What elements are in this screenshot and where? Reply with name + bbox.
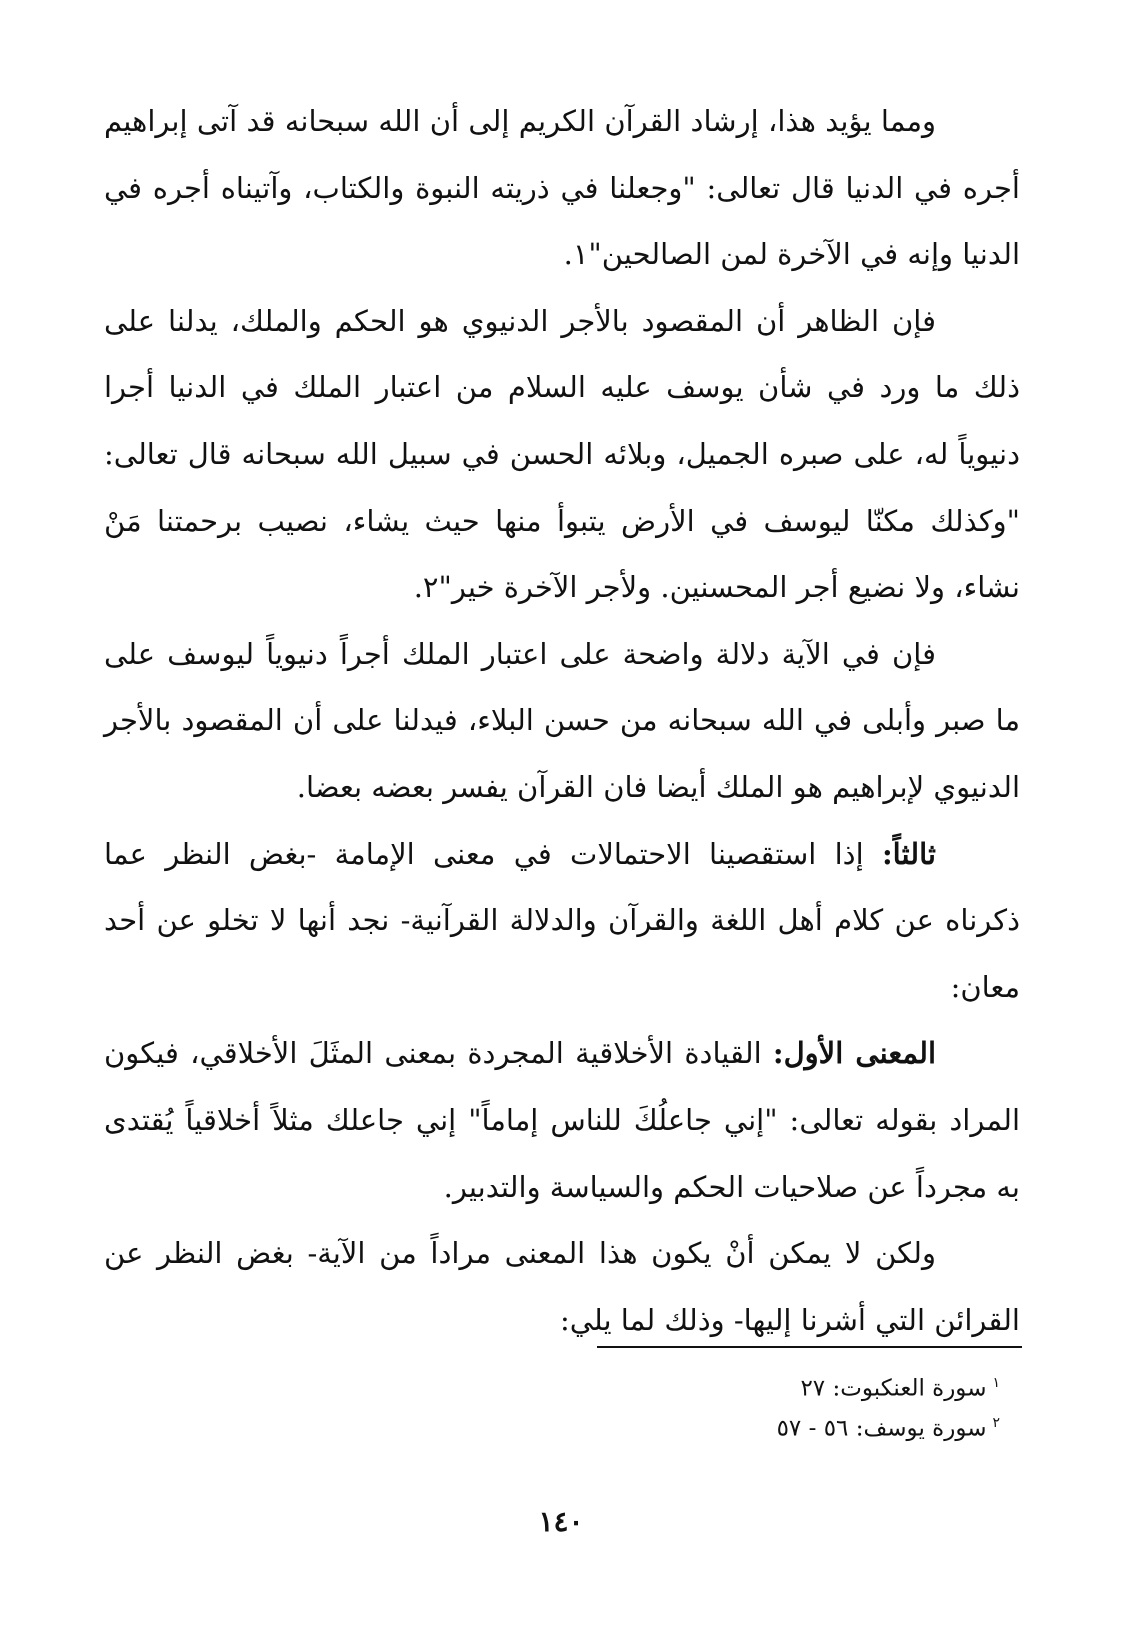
footnote-2-text: سورة يوسف: ٥٦ - ٥٧ (776, 1415, 987, 1442)
paragraph-5-heading: المعنى الأول: (772, 1036, 937, 1071)
paragraph-4 (104, 821, 1020, 1021)
paragraph-2-text: فإن الظاهر أن المقصود بالأجر الدنيوي هو الحكم والملك، يدلنا على ذلك ما ورد في شأن يوسف عليه السلام من اعتبار الملك في الدنيا أجرا دنيوياً له، على صبره الجميل، وبلائه الحسن في سبيل الله سبحانه قال تعالى: "وكذلك مكنّا ليوسف في الأرض يتبوأ منها حيث يشاء، نصيب برحمتنا مَنْ نشاء، ولا نضيع أجر المحسنين. ولأجر الآخرة خير"٢. (104, 303, 1020, 605)
footnote-2 (580, 1406, 1000, 1446)
paragraph-1 (104, 88, 1020, 288)
paragraph-4-text: إذا استقصينا الاحتمالات في معنى الإمامة -بغض النظر عما ذكرناه عن كلام أهل اللغة والقرآن والدلالة القرآنية- نجد أنها لا تخلو عن أحد معان: (104, 836, 1020, 1004)
paragraph-3-text: فإن في الآية دلالة واضحة على اعتبار الملك أجراً دنيوياً ليوسف على ما صبر وأبلى في الله سبحانه من حسن البلاء، فيدلنا على أن المقصود بالأجر الدنيوي لإبراهيم هو الملك أيضا فان القرآن يفسر بعضه بعضا. (104, 636, 1020, 804)
page-number: ١٤٠ (538, 1505, 584, 1538)
paragraph-5-text: القيادة الأخلاقية المجردة بمعنى المثَلَ الأخلاقي، فيكون المراد بقوله تعالى: "إني جاعلُكَ للناس إماماً" إني جاعلك مثلاً أخلاقياً يُقتدى به مجرداً عن صلاحيات الحكم والسياسة والتدبير. (104, 1036, 1020, 1204)
footnote-1 (580, 1366, 1000, 1406)
paragraph-6-text: ولكن لا يمكن أنْ يكون هذا المعنى مراداً من الآية- بغض النظر عن القرائن التي أشرنا إليها- وذلك لما يلي: (104, 1236, 1020, 1337)
footnote-2-marker: ٢ (992, 1414, 1000, 1431)
footnote-1-text: سورة العنكبوت: ٢٧ (800, 1375, 987, 1402)
paragraph-1-text: ومما يؤيد هذا، إرشاد القرآن الكريم إلى أن الله سبحانه قد آتى إبراهيم أجره في الدنيا قال تعالى: "وجعلنا في ذريته النبوة والكتاب، وآتيناه أجره في الدنيا وإنه في الآخرة لمن الصالحين"١. (104, 104, 1020, 272)
footnote-divider (597, 1346, 1022, 1348)
paragraph-2 (104, 288, 1020, 621)
body-text (104, 88, 1020, 1353)
footnotes (580, 1366, 1000, 1445)
paragraph-6 (104, 1220, 1020, 1353)
paragraph-4-heading: ثالثاً: (881, 836, 937, 871)
paragraph-5 (104, 1020, 1020, 1220)
footnote-1-marker: ١ (992, 1375, 1000, 1391)
paragraph-3 (104, 621, 1020, 821)
